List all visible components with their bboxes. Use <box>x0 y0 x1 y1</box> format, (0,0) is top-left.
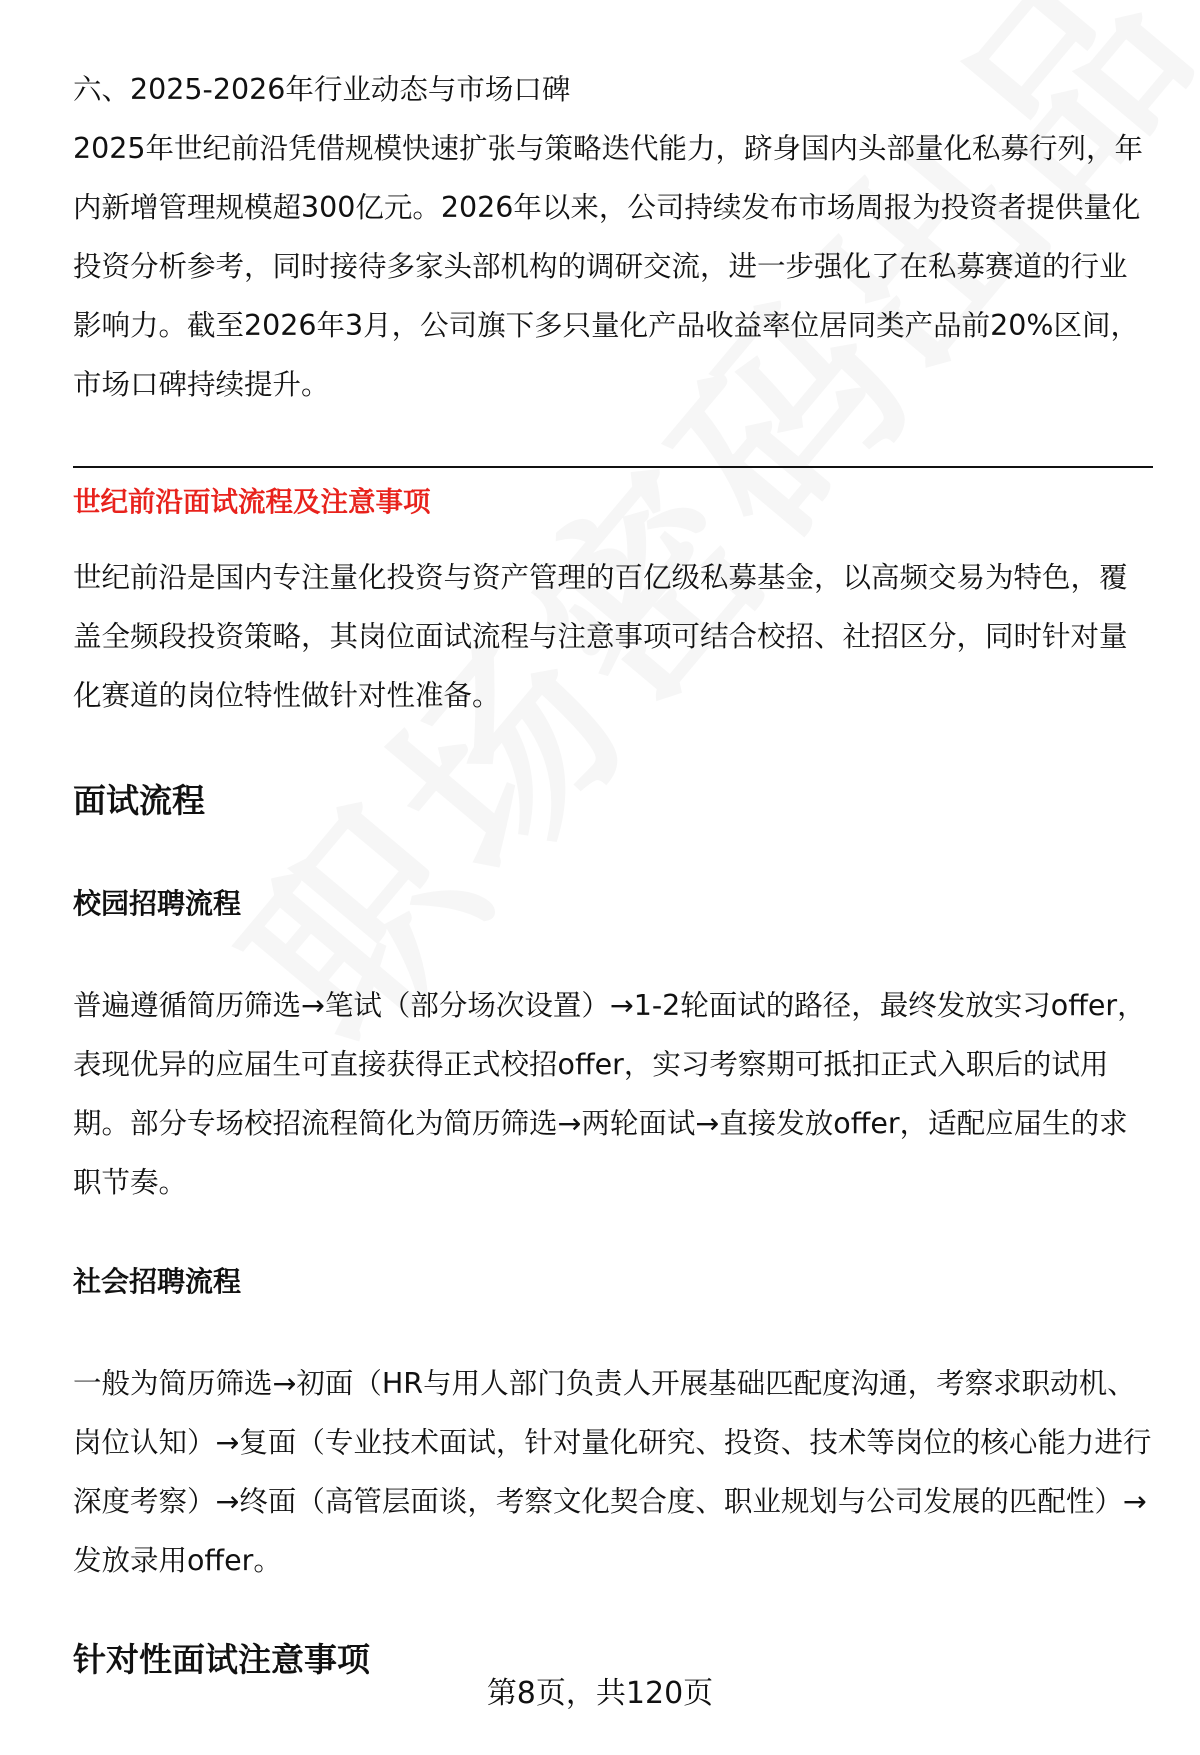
section-heading-industry-dynamics: 六、2025-2026年行业动态与市场口碑 <box>73 73 571 106</box>
campus-title: 校园招聘流程 <box>73 887 242 920</box>
section-body-industry-dynamics: 2025年世纪前沿凭借规模快速扩张与策略迭代能力，跻身国内头部量化私募行列，年内新增管理规模超300亿元。2026年以来，公司持续发布市场周报为投资者提供量化投资分析参考，同时接待多家头部机构的调研交流，进一步强化了在私募赛道的行业影响力。截至2026年3月，公司旗下多只量化产品收益率位居同类产品前20%区间，市场口碑持续提升。 <box>73 132 1144 401</box>
section-divider <box>73 466 1153 468</box>
campus-body: 普遍遵循简历筛选→笔试（部分场次设置）→1-2轮面试的路径，最终发放实习offer，表现优异的应届生可直接获得正式校招offer，实习考察期可抵扣正式入职后的试用期。部分专场校招流程简化为简历筛选→两轮面试→直接发放offer，适配应届生的求职节奏。 <box>73 989 1146 1199</box>
notes-title: 针对性面试注意事项 <box>73 1640 370 1679</box>
page-number: 第8页，共120页 <box>486 1676 714 1711</box>
interview-red-title: 世纪前沿面试流程及注意事项 <box>73 486 431 518</box>
social-title: 社会招聘流程 <box>73 1265 242 1298</box>
interview-intro: 世纪前沿是国内专注量化投资与资产管理的百亿级私募基金，以高频交易为特色，覆盖全频段投资策略，其岗位面试流程与注意事项可结合校招、社招区分，同时针对量化赛道的岗位特性做针对性准备。 <box>73 561 1128 712</box>
process-title: 面试流程 <box>73 781 205 820</box>
social-body: 一般为简历筛选→初面（HR与用人部门负责人开展基础匹配度沟通，考察求职动机、岗位认知）→复面（专业技术面试，针对量化研究、投资、技术等岗位的核心能力进行深度考察）→终面（高管层面谈，考察文化契合度、职业规划与公司发展的匹配性）→发放录用offer。 <box>73 1367 1152 1577</box>
